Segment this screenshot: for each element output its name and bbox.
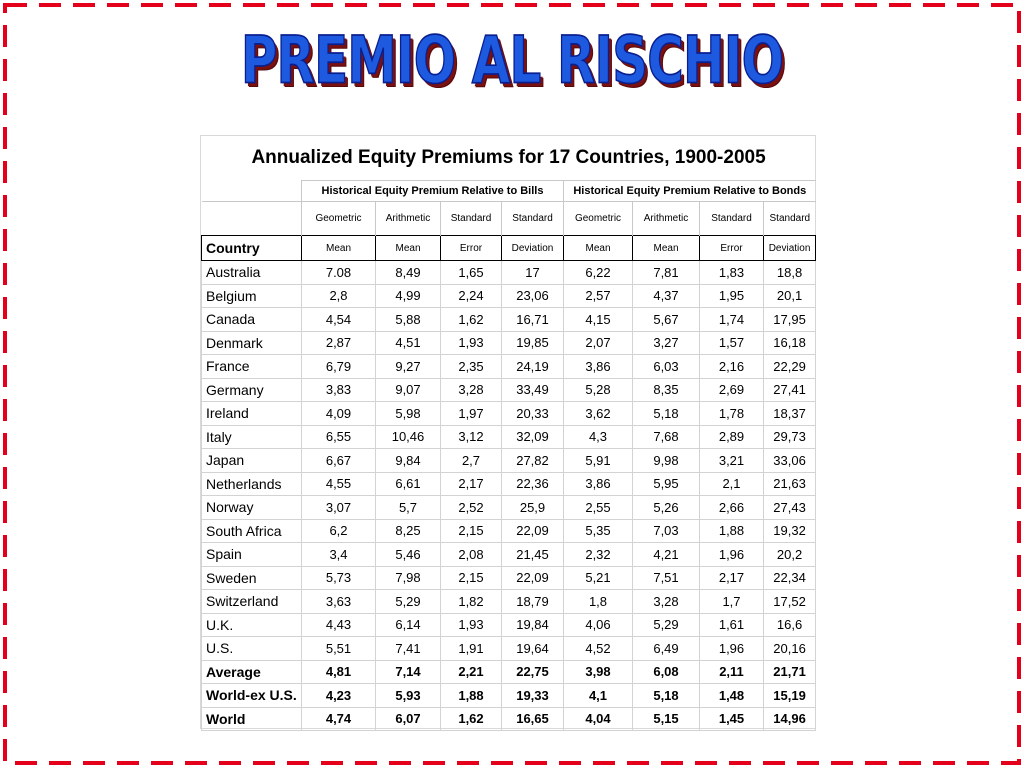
value-cell: 2,66 xyxy=(700,496,764,520)
value-cell: 8,35 xyxy=(633,378,700,402)
value-cell: 1,83 xyxy=(700,261,764,285)
table-body xyxy=(202,136,816,731)
value-cell: 3,63 xyxy=(302,590,376,614)
value-cell: 3,98 xyxy=(564,660,633,684)
value-cell: 1,95 xyxy=(700,284,764,308)
summary-row xyxy=(202,684,816,708)
table-row xyxy=(202,519,816,543)
value-cell: 2,16 xyxy=(700,355,764,379)
country-cell: Japan xyxy=(202,449,302,473)
country-cell: World xyxy=(202,707,302,731)
value-cell: 7,14 xyxy=(376,660,441,684)
value-cell: 5,26 xyxy=(633,496,700,520)
value-cell: 6,22 xyxy=(564,261,633,285)
value-cell: 2,08 xyxy=(441,543,502,567)
value-cell: 5,91 xyxy=(564,449,633,473)
subheader-cell: Standard xyxy=(764,202,816,236)
group-header-bonds: Historical Equity Premium Relative to Bonds xyxy=(564,181,816,202)
table-row xyxy=(202,355,816,379)
column-header-cell: Error xyxy=(441,236,502,261)
value-cell: 1,93 xyxy=(441,331,502,355)
country-cell: U.S. xyxy=(202,637,302,661)
value-cell: 2,57 xyxy=(564,284,633,308)
country-cell: France xyxy=(202,355,302,379)
value-cell: 4,23 xyxy=(302,684,376,708)
value-cell: 4,09 xyxy=(302,402,376,426)
country-cell: U.K. xyxy=(202,613,302,637)
value-cell: 5,15 xyxy=(633,707,700,731)
value-cell: 7,51 xyxy=(633,566,700,590)
value-cell: 5,29 xyxy=(633,613,700,637)
table-row xyxy=(202,566,816,590)
value-cell: 6,79 xyxy=(302,355,376,379)
value-cell: 19,32 xyxy=(764,519,816,543)
summary-row xyxy=(202,707,816,731)
summary-row xyxy=(202,660,816,684)
value-cell: 7,98 xyxy=(376,566,441,590)
value-cell: 4,52 xyxy=(564,637,633,661)
value-cell: 1,7 xyxy=(700,590,764,614)
value-cell: 2,15 xyxy=(441,519,502,543)
value-cell: 1,8 xyxy=(564,590,633,614)
value-cell: 2,52 xyxy=(441,496,502,520)
value-cell: 3,86 xyxy=(564,472,633,496)
country-cell: Italy xyxy=(202,425,302,449)
value-cell: 7.08 xyxy=(302,261,376,285)
value-cell: 18,79 xyxy=(502,590,564,614)
value-cell: 2,7 xyxy=(441,449,502,473)
table-row xyxy=(202,331,816,355)
value-cell: 4,37 xyxy=(633,284,700,308)
country-cell: Germany xyxy=(202,378,302,402)
value-cell: 3,62 xyxy=(564,402,633,426)
group-header-spacer xyxy=(202,181,302,202)
value-cell: 22,34 xyxy=(764,566,816,590)
value-cell: 1,57 xyxy=(700,331,764,355)
value-cell: 4,04 xyxy=(564,707,633,731)
column-header-cell: Deviation xyxy=(502,236,564,261)
value-cell: 1,65 xyxy=(441,261,502,285)
value-cell: 2,89 xyxy=(700,425,764,449)
country-cell: Australia xyxy=(202,261,302,285)
value-cell: 5,98 xyxy=(376,402,441,426)
table-row xyxy=(202,613,816,637)
country-cell: Spain xyxy=(202,543,302,567)
value-cell: 6,08 xyxy=(633,660,700,684)
value-cell: 1,91 xyxy=(441,637,502,661)
value-cell: 29,73 xyxy=(764,425,816,449)
value-cell: 25,9 xyxy=(502,496,564,520)
subheader-spacer xyxy=(202,202,302,236)
value-cell: 9,27 xyxy=(376,355,441,379)
table-row xyxy=(202,637,816,661)
value-cell: 20,2 xyxy=(764,543,816,567)
value-cell: 2,24 xyxy=(441,284,502,308)
value-cell: 22,75 xyxy=(502,660,564,684)
table-row xyxy=(202,590,816,614)
value-cell: 2,17 xyxy=(700,566,764,590)
value-cell: 21,45 xyxy=(502,543,564,567)
column-header-cell: Deviation xyxy=(764,236,816,261)
value-cell: 3,4 xyxy=(302,543,376,567)
column-header-cell: Mean xyxy=(376,236,441,261)
value-cell: 4,43 xyxy=(302,613,376,637)
equity-premium-table-card xyxy=(200,135,816,729)
subheader-cell: Standard xyxy=(441,202,502,236)
value-cell: 5,18 xyxy=(633,684,700,708)
value-cell: 9,84 xyxy=(376,449,441,473)
value-cell: 1,48 xyxy=(700,684,764,708)
value-cell: 21,71 xyxy=(764,660,816,684)
value-cell: 5,35 xyxy=(564,519,633,543)
value-cell: 21,63 xyxy=(764,472,816,496)
table-row xyxy=(202,402,816,426)
column-header-cell: Mean xyxy=(633,236,700,261)
value-cell: 4,1 xyxy=(564,684,633,708)
value-cell: 7,81 xyxy=(633,261,700,285)
value-cell: 19,33 xyxy=(502,684,564,708)
value-cell: 15,19 xyxy=(764,684,816,708)
value-cell: 5,7 xyxy=(376,496,441,520)
value-cell: 20,16 xyxy=(764,637,816,661)
value-cell: 1,62 xyxy=(441,707,502,731)
value-cell: 2,35 xyxy=(441,355,502,379)
value-cell: 22,29 xyxy=(764,355,816,379)
value-cell: 20,1 xyxy=(764,284,816,308)
value-cell: 3,07 xyxy=(302,496,376,520)
value-cell: 4,81 xyxy=(302,660,376,684)
value-cell: 4,99 xyxy=(376,284,441,308)
value-cell: 6,49 xyxy=(633,637,700,661)
value-cell: 27,82 xyxy=(502,449,564,473)
value-cell: 4,74 xyxy=(302,707,376,731)
value-cell: 5,73 xyxy=(302,566,376,590)
value-cell: 5,93 xyxy=(376,684,441,708)
value-cell: 1,78 xyxy=(700,402,764,426)
value-cell: 3,83 xyxy=(302,378,376,402)
country-cell: Netherlands xyxy=(202,472,302,496)
value-cell: 3,21 xyxy=(700,449,764,473)
value-cell: 1,96 xyxy=(700,543,764,567)
value-cell: 4,3 xyxy=(564,425,633,449)
table-row xyxy=(202,308,816,332)
value-cell: 32,09 xyxy=(502,425,564,449)
value-cell: 2,07 xyxy=(564,331,633,355)
value-cell: 1,88 xyxy=(700,519,764,543)
value-cell: 3,28 xyxy=(441,378,502,402)
subheader-row xyxy=(202,202,816,236)
country-cell: Sweden xyxy=(202,566,302,590)
subheader-cell: Geometric xyxy=(564,202,633,236)
value-cell: 3,86 xyxy=(564,355,633,379)
value-cell: 1,93 xyxy=(441,613,502,637)
value-cell: 17,95 xyxy=(764,308,816,332)
value-cell: 1,88 xyxy=(441,684,502,708)
value-cell: 16,6 xyxy=(764,613,816,637)
column-header-cell: Mean xyxy=(564,236,633,261)
value-cell: 2,15 xyxy=(441,566,502,590)
value-cell: 22,09 xyxy=(502,566,564,590)
table-row xyxy=(202,284,816,308)
table-row xyxy=(202,449,816,473)
value-cell: 6,03 xyxy=(633,355,700,379)
value-cell: 4,15 xyxy=(564,308,633,332)
value-cell: 5,21 xyxy=(564,566,633,590)
value-cell: 2,17 xyxy=(441,472,502,496)
value-cell: 1,62 xyxy=(441,308,502,332)
value-cell: 1,45 xyxy=(700,707,764,731)
country-cell: Belgium xyxy=(202,284,302,308)
value-cell: 33,06 xyxy=(764,449,816,473)
value-cell: 2,21 xyxy=(441,660,502,684)
value-cell: 17 xyxy=(502,261,564,285)
country-cell: Denmark xyxy=(202,331,302,355)
group-header-bills: Historical Equity Premium Relative to Bills xyxy=(302,181,564,202)
subheader-cell: Arithmetic xyxy=(376,202,441,236)
value-cell: 6,2 xyxy=(302,519,376,543)
country-cell: Norway xyxy=(202,496,302,520)
value-cell: 6,07 xyxy=(376,707,441,731)
value-cell: 8,25 xyxy=(376,519,441,543)
table-row xyxy=(202,425,816,449)
group-header-row xyxy=(202,181,816,202)
value-cell: 5,18 xyxy=(633,402,700,426)
country-cell: World-ex U.S. xyxy=(202,684,302,708)
equity-premium-table xyxy=(201,136,816,731)
country-cell: Switzerland xyxy=(202,590,302,614)
column-header-cell: Mean xyxy=(302,236,376,261)
value-cell: 16,65 xyxy=(502,707,564,731)
value-cell: 9,98 xyxy=(633,449,700,473)
value-cell: 7,41 xyxy=(376,637,441,661)
country-cell: South Africa xyxy=(202,519,302,543)
value-cell: 3,28 xyxy=(633,590,700,614)
value-cell: 24,19 xyxy=(502,355,564,379)
value-cell: 2,87 xyxy=(302,331,376,355)
value-cell: 1,61 xyxy=(700,613,764,637)
value-cell: 18,8 xyxy=(764,261,816,285)
value-cell: 6,61 xyxy=(376,472,441,496)
value-cell: 6,67 xyxy=(302,449,376,473)
value-cell: 5,95 xyxy=(633,472,700,496)
value-cell: 20,33 xyxy=(502,402,564,426)
value-cell: 4,54 xyxy=(302,308,376,332)
value-cell: 18,37 xyxy=(764,402,816,426)
table-row xyxy=(202,496,816,520)
value-cell: 3,12 xyxy=(441,425,502,449)
value-cell: 33,49 xyxy=(502,378,564,402)
value-cell: 2,55 xyxy=(564,496,633,520)
value-cell: 5,88 xyxy=(376,308,441,332)
value-cell: 1,96 xyxy=(700,637,764,661)
value-cell: 5,67 xyxy=(633,308,700,332)
column-header-row xyxy=(202,236,816,261)
value-cell: 6,14 xyxy=(376,613,441,637)
value-cell: 17,52 xyxy=(764,590,816,614)
value-cell: 5,28 xyxy=(564,378,633,402)
value-cell: 16,18 xyxy=(764,331,816,355)
table-title: Annualized Equity Premiums for 17 Countries, 1900-2005 xyxy=(251,147,766,168)
value-cell: 4,21 xyxy=(633,543,700,567)
table-row xyxy=(202,378,816,402)
subheader-cell: Standard xyxy=(502,202,564,236)
value-cell: 1,97 xyxy=(441,402,502,426)
value-cell: 19,84 xyxy=(502,613,564,637)
subheader-cell: Arithmetic xyxy=(633,202,700,236)
table-row xyxy=(202,472,816,496)
value-cell: 1,82 xyxy=(441,590,502,614)
value-cell: 2,32 xyxy=(564,543,633,567)
value-cell: 9,07 xyxy=(376,378,441,402)
value-cell: 6,55 xyxy=(302,425,376,449)
value-cell: 19,64 xyxy=(502,637,564,661)
country-cell: Canada xyxy=(202,308,302,332)
value-cell: 4,51 xyxy=(376,331,441,355)
value-cell: 5,29 xyxy=(376,590,441,614)
value-cell: 5,46 xyxy=(376,543,441,567)
country-column-header: Country xyxy=(202,236,302,261)
value-cell: 2,69 xyxy=(700,378,764,402)
value-cell: 2,8 xyxy=(302,284,376,308)
country-cell: Ireland xyxy=(202,402,302,426)
table-title-row xyxy=(202,136,816,181)
value-cell: 7,03 xyxy=(633,519,700,543)
value-cell: 16,71 xyxy=(502,308,564,332)
value-cell: 14,96 xyxy=(764,707,816,731)
value-cell: 2,1 xyxy=(700,472,764,496)
value-cell: 1,74 xyxy=(700,308,764,332)
column-header-cell: Error xyxy=(700,236,764,261)
slide-title: PREMIO AL RISCHIO xyxy=(240,22,784,99)
table-row xyxy=(202,543,816,567)
value-cell: 3,27 xyxy=(633,331,700,355)
value-cell: 5,51 xyxy=(302,637,376,661)
subheader-cell: Geometric xyxy=(302,202,376,236)
value-cell: 7,68 xyxy=(633,425,700,449)
value-cell: 4,55 xyxy=(302,472,376,496)
value-cell: 10,46 xyxy=(376,425,441,449)
value-cell: 27,41 xyxy=(764,378,816,402)
value-cell: 23,06 xyxy=(502,284,564,308)
value-cell: 22,09 xyxy=(502,519,564,543)
value-cell: 22,36 xyxy=(502,472,564,496)
subheader-cell: Standard xyxy=(700,202,764,236)
value-cell: 2,11 xyxy=(700,660,764,684)
value-cell: 27,43 xyxy=(764,496,816,520)
value-cell: 8,49 xyxy=(376,261,441,285)
value-cell: 19,85 xyxy=(502,331,564,355)
value-cell: 4,06 xyxy=(564,613,633,637)
table-row xyxy=(202,261,816,285)
country-cell: Average xyxy=(202,660,302,684)
